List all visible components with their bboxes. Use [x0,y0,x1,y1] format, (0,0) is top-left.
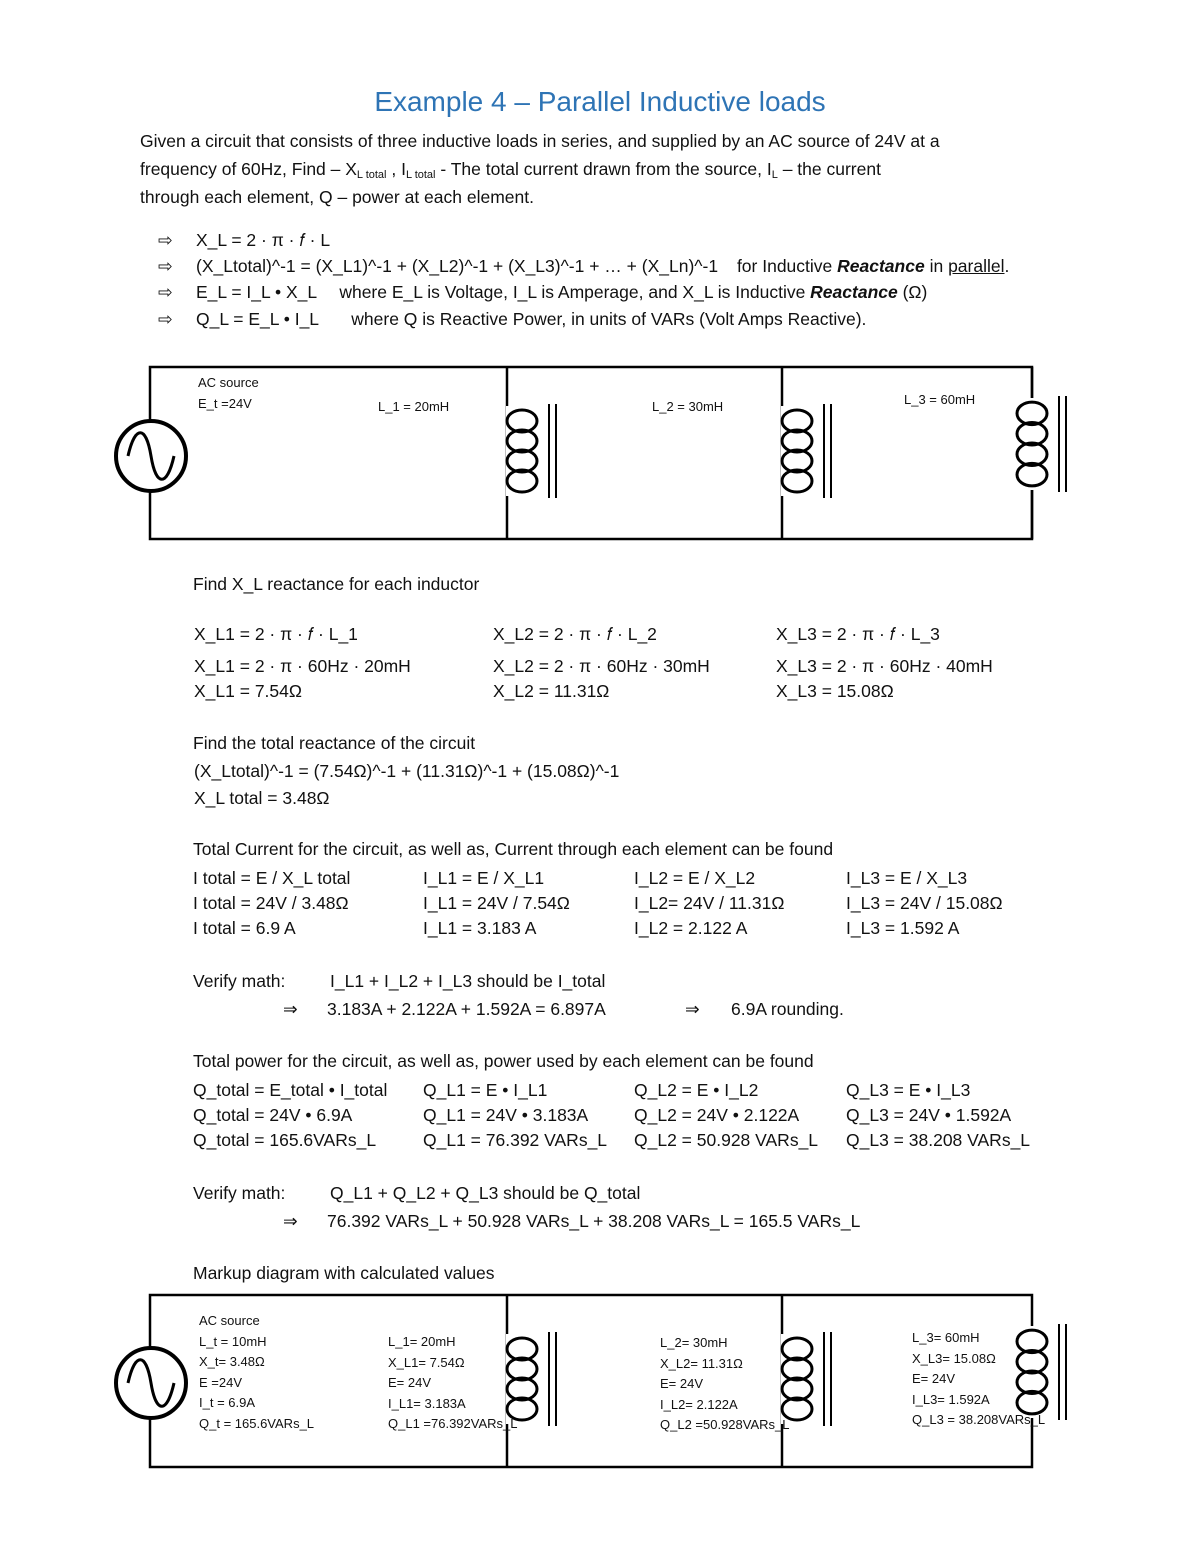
current-result-l2: I_L2 = 2.122 A [634,918,748,938]
section-heading: Markup diagram with calculated values [193,1263,495,1283]
intro-line-2: frequency of 60Hz, Find – $X_{L total}$ , $I_{L total}$ - The total current drawn from the source, $I_L$ – the current [140,159,881,181]
verify-expression: I_L1 + I_L2 + I_L3 should be I_total [330,971,606,991]
bullet-power-formula: ⇨ Q_L = E_L • I_L where Q is Reactive Power, in units of VARs (Volt Amps Reactive). [158,309,867,329]
verify-sum: 3.183A + 2.122A + 1.592A = 6.897A [327,999,606,1019]
verify-expression: Q_L1 + Q_L2 + Q_L3 should be Q_total [330,1183,641,1203]
section-heading: Find X_L reactance for each inductor [193,574,480,594]
current-formula-l3: I_L3 = E / X_L3 [846,868,968,888]
power-result-l2: Q_L2 = 50.928 VARs_L [634,1130,819,1150]
bullet-ohms-law: ⇨ E_L = I_L • X_L where E_L is Voltage, I_L is Amperage, and X_L is Inductive Reactance (Ω) [158,282,928,302]
verify-label: Verify math: [193,1183,286,1203]
verify-label: Verify math: [193,971,286,991]
power-substitution-l3: Q_L3 = 24V • 1.592A [846,1105,1012,1125]
implies-arrow: ⇒ [283,1211,298,1231]
current-formula-total: I total = E / X_L total [193,868,351,888]
section-heading: Total Current for the circuit, as well as, Current through each element can be found [193,839,834,859]
current-result-total: I total = 6.9 A [193,918,296,938]
power-result-total: Q_total = 165.6VARs_L [193,1130,377,1150]
power-formula-l2: Q_L2 = E • I_L2 [634,1080,759,1100]
current-substitution-l3: I_L3 = 24V / 15.08Ω [846,893,1003,913]
markup-source-values: AC source L_t = 10mH X_t= 3.48Ω E =24V I_t = 6.9A Q_t = 165.6VARs_L [199,1313,315,1431]
inductor-coil-icon [781,404,831,498]
total-reactance-result: X_L total = 3.48Ω [194,788,330,808]
markup-inductor-1-values: L_1= 20mH X_L1= 7.54Ω E= 24V I_L1= 3.183A Q_L1 =76.392VARs_L [388,1334,518,1431]
power-formula-l3: Q_L3 = E • I_L3 [846,1080,971,1100]
implies-arrow: ⇒ [283,999,298,1019]
markup-inductor-3-values: L_3= 60mH X_L3= 15.08Ω E= 24V I_L3= 1.592A Q_L3 = 38.208VARs_L [912,1330,1046,1427]
bullet-reactance-formula: ⇨ X_L = 2 · π · 𝑓 · L [158,230,331,250]
verify-sum: 76.392 VARs_L + 50.928 VARs_L + 38.208 VARs_L = 165.5 VARs_L [327,1211,861,1231]
current-substitution-total: I total = 24V / 3.48Ω [193,893,349,913]
reactance-substitution-l3: X_L3 = 2 · π · 60Hz · 40mH [776,656,993,676]
circuit-1-frame [150,367,1032,539]
current-substitution-l1: I_L1 = 24V / 7.54Ω [423,893,570,913]
current-formula-l1: I_L1 = E / X_L1 [423,868,545,888]
verify-rounding: 6.9A rounding. [731,999,844,1019]
inductor-3-label: L_3 = 60mH [904,392,976,407]
reactance-substitution-l2: X_L2 = 2 · π · 60Hz · 30mH [493,656,710,676]
arrow-icon: ⇨ [158,309,173,329]
reactance-result-l2: X_L2 = 11.31Ω [493,681,610,701]
source-voltage: E_t =24V [198,396,252,411]
reactance-formula-l2: X_L2 = 2 · π · 𝑓 · L_2 [493,624,657,644]
arrow-icon: ⇨ [158,230,173,250]
current-substitution-l2: I_L2= 24V / 11.31Ω [634,893,785,913]
reactance-formula-l3: X_L3 = 2 · π · 𝑓 · L_3 [776,624,940,644]
implies-arrow: ⇒ [685,999,700,1019]
section-heading: Total power for the circuit, as well as, power used by each element can be found [193,1051,814,1071]
power-formula-total: Q_total = E_total • I_total [193,1080,388,1100]
power-substitution-l2: Q_L2 = 24V • 2.122A [634,1105,800,1125]
power-result-l1: Q_L1 = 76.392 VARs_L [423,1130,608,1150]
page-title: Example 4 – Parallel Inductive loads [374,86,826,117]
arrow-icon: ⇨ [158,256,173,276]
arrow-icon: ⇨ [158,282,173,302]
intro-line-3: through each element, Q – power at each element. [140,187,534,207]
current-formula-l2: I_L2 = E / X_L2 [634,868,756,888]
power-substitution-l1: Q_L1 = 24V • 3.183A [423,1105,589,1125]
power-substitution-total: Q_total = 24V • 6.9A [193,1105,353,1125]
reactance-result-l1: X_L1 = 7.54Ω [194,681,302,701]
inductor-2-label: L_2 = 30mH [652,399,724,414]
current-result-l3: I_L3 = 1.592 A [846,918,960,938]
power-result-l3: Q_L3 = 38.208 VARs_L [846,1130,1031,1150]
bullet-parallel-formula: ⇨ (X_Ltotal)^-1 = (X_L1)^-1 + (X_L2)^-1 + (X_L3)^-1 + … + (X_Ln)^-1 for Inductive Reactance in parallel. [158,256,1010,276]
source-label: AC source [198,375,259,390]
current-result-l1: I_L1 = 3.183 A [423,918,537,938]
section-heading: Find the total reactance of the circuit [193,733,476,753]
reactance-substitution-l1: X_L1 = 2 · π · 60Hz · 20mH [194,656,411,676]
markup-inductor-2-values: L_2= 30mH X_L2= 11.31Ω E= 24V I_L2= 2.122A Q_L2 =50.928VARs_L [660,1335,790,1432]
total-reactance-equation: (X_Ltotal)^-1 = (7.54Ω)^-1 + (11.31Ω)^-1 + (15.08Ω)^-1 [194,761,620,781]
inductor-coil-icon [506,404,556,498]
reactance-formula-l1: X_L1 = 2 · π · 𝑓 · L_1 [194,624,358,644]
power-formula-l1: Q_L1 = E • I_L1 [423,1080,548,1100]
intro-line-1: Given a circuit that consists of three inductive loads in series, and supplied by an AC source of 24V at a [140,131,940,151]
reactance-result-l3: X_L3 = 15.08Ω [776,681,894,701]
inductor-1-label: L_1 = 20mH [378,399,450,414]
inductor-coil-icon [1016,396,1066,492]
